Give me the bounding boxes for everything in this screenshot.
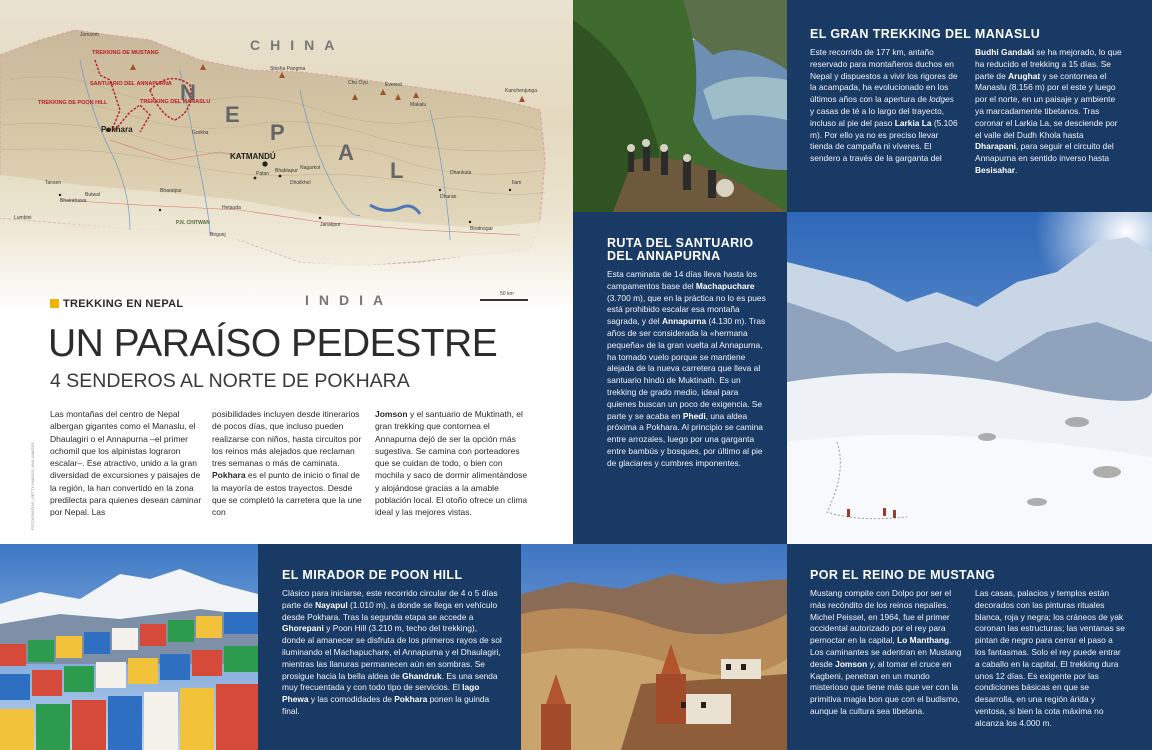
mustang-text: Mustang compite con Dolpo por ser el más recóndito de los reinos nepalíes. Michel Peissel, en 1964, fue el primer occidental autorizado por el rey para pernoctar en la capital, (810, 588, 952, 646)
heading-mustang: POR EL REINO DE MUSTANG (810, 568, 996, 582)
map-place: Patan (256, 171, 270, 177)
manaslu-column-2 (975, 47, 1125, 177)
annapurna-bold: Annapurna (661, 316, 707, 327)
mustang-text: y, al tomar el cruce en Kagbeni, penetran en un mundo misterioso que tiene más que ver con la primitiva magia bon que con el budismo, aunque la cultura sea tibetana. (810, 658, 960, 716)
map-place: Tansen (45, 180, 62, 186)
intro-bold: Pokhara (212, 470, 246, 481)
mustang-column-1 (810, 588, 963, 718)
annapurna-text: (3.700 m), que en la práctica no lo es pues está prohibido escalar esa montaña sagrada, y del (607, 292, 766, 327)
intro-column-2 (212, 408, 367, 519)
photo-credit: FOTOGRAFÍAS: GETTY IMAGES, AWL IMAGES (30, 442, 35, 530)
poonhill-text: y las comodidades de (308, 694, 395, 705)
map-place: Butwal (85, 192, 101, 198)
map-place: Biratnagar (470, 226, 494, 232)
manaslu-text: se ha mejorado, lo que ha reducido el trekking a 15 días. Se parte de (975, 47, 1122, 81)
heading-manaslu: EL GRAN TREKKING DEL MANASLU (810, 27, 1041, 41)
map-place: Hetauda (222, 205, 241, 211)
manaslu-bold: Dharapani (975, 141, 1016, 152)
map-label-nepal-p: P (270, 120, 285, 145)
map-place: Nagarkot (300, 165, 321, 171)
map-place: Birgunj (210, 232, 226, 238)
poonhill-text: y Poon Hill (3.210 m, techo del trekking), donde al amanecer se disfruta de los primeros rayos de sol iluminando el Machapuchare, el Annapurna y el Dhaulagiri, mientras las llanuras permanecen aún en sombras. Se prosigue hacia la bella aldea de (282, 623, 502, 681)
map-route-mustang: TREKKING DE MUSTANG (92, 50, 159, 56)
map-route-manaslu: TREKKING DEL MANASLU (140, 99, 211, 105)
manaslu-bold: Larkia La (894, 117, 932, 128)
panel-annapurna (573, 212, 787, 544)
map-place: Shisha Pangma (270, 66, 306, 72)
manaslu-text: y se contornea el Manaslu (8.156 m) por el este y luego por el norte, en un paisaje y ambiente ya marcadamente tibetanos. Tras coronar el Larkia La, se desciende por el valle del Dudh Khola hasta (975, 70, 1118, 140)
map-route-poon-hill: TREKKING DE POON HILL (38, 100, 108, 106)
poonhill-bold: Ghandruk (402, 670, 442, 681)
map-label-nepal-a: A (338, 140, 354, 165)
poonhill-bold: Nayapul (315, 599, 348, 610)
map-place: Lumbini (14, 215, 32, 221)
poon-hill-body (282, 588, 502, 718)
manaslu-text: Este recorrido de 177 km, antaño reservado para montañeros duchos en Nepal y dispuestos a vivir los rigores de la acampada, ha evolucionado en los últimos años con la apertura de (810, 47, 958, 105)
manaslu-text: y casas de té a lo largo del trayecto, incluso al pie del paso (810, 105, 945, 128)
map-label-india: INDIA (305, 292, 394, 308)
annapurna-text: , una aldea próxima a Pokhara. Al principio se camina entre arrozales, luego por una garganta entre bambús y bosques, por último al pie de glaciares y cumbres imponentes. (607, 410, 763, 468)
page-title: UN PARAÍSO PEDESTRE (48, 322, 498, 365)
intro-bold: Jomson (375, 409, 408, 419)
map-place: Dhankuta (450, 170, 472, 176)
poonhill-bold: lago Phewa (282, 682, 480, 705)
map-place: Bhairahawa (60, 198, 87, 204)
photo-manaslu-trekkers (573, 0, 787, 212)
kicker-square-icon (50, 299, 59, 308)
map-place: Dharan (440, 194, 457, 200)
manaslu-text: . (1015, 164, 1018, 175)
heading-poon-hill: EL MIRADOR DE POON HILL (282, 568, 463, 582)
annapurna-text: Esta caminata de 14 días lleva hasta los campamentos base del (607, 269, 757, 291)
map-place: Makalu (410, 102, 427, 108)
section-kicker (50, 298, 183, 310)
mustang-bold: Lo Manthang (897, 635, 950, 646)
annapurna-bold: Phedi (682, 410, 706, 421)
panel-poon-hill (258, 544, 521, 750)
page-subtitle: 4 SENDEROS AL NORTE DE POKHARA (50, 370, 410, 392)
manaslu-bold: Besisahar (975, 164, 1016, 175)
intro-text: Las montañas del centro de Nepal albergan gigantes como el Manaslu, el Dhaulagiri o el Annapurna –el primer ochomil que los alpinistas lograron escalar–. Ese atractivo, unido a la gran diversidad de excursiones y paisajes de la región, la han convertido en la zona predilecta para quienes desean caminar por Nepal. Las (50, 409, 202, 518)
poonhill-text: . Es una senda muy frecuentada y con todo tipo de servicios. El (282, 670, 498, 693)
map-label-nepal-l: L (390, 158, 404, 183)
photo-poon-hill-flags (0, 544, 258, 750)
manaslu-column-1 (810, 47, 960, 165)
annapurna-text: (4.130 m). Tras años de ser considerada la «hermana pequeña» de la gran vuelta al Annapurna, ha tomado vuelo porque se mantiene alejada de la nueva carretera que lleva al santuario hindú de Muktinath. Es un trekking de grado medio, ideal para quienes buscan un poco de exigencia. Se parte y se acaba en (607, 316, 766, 421)
map-place: Bhaktapur (275, 168, 298, 174)
intro-text: es el punto de inicio o final de la mayoría de estos trayectos. Desde que se completó la carretera que la une con (212, 470, 362, 518)
map-label-capital: KATMANDÚ (230, 152, 276, 161)
mustang-text: Las casas, palacios y templos están decorados con las pinturas rituales blanca, roja y negra; los cráneos de yak coronan las estructuras; las ventanas se pintan de negro para cerrar el paso a los fantasmas. Solo el rey puede entrar a caballo en la capital. El trekking dura unos 12 días. Es exigente por las condiciones básicas en que se desarrolla, en una región árida y ventosa, si bien la cota máxima no alcanza los 4.000 m. (975, 588, 1125, 728)
map-place: Ilam (512, 180, 522, 186)
manaslu-bold: Budhi Gandaki (975, 47, 1035, 57)
kicker-text: TREKKING EN NEPAL (63, 298, 184, 310)
photo-annapurna-snow (787, 212, 1152, 544)
map-label-nepal-e: E (225, 102, 240, 127)
photo-mustang-village (521, 544, 787, 750)
intro-column-1 (50, 408, 205, 519)
intro-text: y el santuario de Muktinath, el gran trekking que contornea el Annapurna dejó de ser la opción más sugestiva. Se camina con porteadores que se cuidan de todo, o bien con mochila y saco de dormir alimentándose y alojándose gracias a la amable población local. El otoño ofrece un clima ideal y las mejores vistas. (375, 409, 528, 518)
map-label-china: CHINA (250, 37, 345, 53)
poonhill-bold: Pokhara (394, 694, 428, 705)
map-label-park: P.N. CHITWAN (176, 220, 210, 226)
manaslu-italic: lodges (929, 94, 954, 105)
map-place: Everest (385, 82, 402, 88)
mustang-bold: Jomson (835, 658, 868, 669)
map-label-pokhara: Pokhara (101, 125, 133, 134)
poonhill-text: (1.010 m), a donde se llega en vehículo desde Pokhara. Tras la segunda etapa se accede a (282, 599, 498, 622)
heading-annapurna-line-1: RUTA DEL SANTUARIO (607, 236, 754, 250)
map-place: Cho Oyu (348, 80, 368, 86)
map-place: Bharatpur (160, 188, 182, 194)
heading-annapurna (607, 237, 754, 263)
manaslu-bold: Arughat (1008, 70, 1041, 81)
map-place: Jomsom (80, 32, 99, 38)
panel-mustang (787, 544, 1152, 750)
mustang-text: . Los caminantes se adentran en Mustang desde (810, 635, 962, 669)
map-place: Janakpur (320, 222, 341, 228)
panel-manaslu (787, 0, 1152, 212)
manaslu-text: (5.106 m). Por ello ya no es preciso llevar tienda de campaña ni víveres. El sendero a través de la garganta del (810, 117, 958, 164)
poonhill-text: ponen la guinda final. (282, 694, 490, 716)
manaslu-text: , para seguir el circuito del Annapurna en sentido inverso hasta (975, 141, 1114, 164)
map-place: Dhulikhel (290, 180, 311, 186)
heading-annapurna-line-2: DEL ANNAPURNA (607, 249, 721, 263)
map-scale-label: 50 km (500, 291, 514, 297)
map-place: Gorkha (192, 130, 209, 136)
intro-text: posibilidades incluyen desde itinerarios de pocos días, que incluso pueden realizarse con niños, hasta circuitos por los reinos más alejados que reclaman tres semanas o más de caminata. (212, 409, 362, 469)
map-label-nepal-n: N (180, 80, 196, 105)
nepal-map (0, 0, 573, 312)
poonhill-bold: Ghorepani (282, 623, 324, 634)
annapurna-bold: Machapuchare (695, 280, 755, 291)
map-route-annapurna: SANTUARIO DEL ANNAPURNA (90, 81, 172, 87)
poonhill-text: Clásico para iniciarse, este recorrido circular de 4 o 5 días parte de (282, 588, 498, 610)
intro-column-3 (375, 408, 530, 519)
mustang-column-2 (975, 588, 1125, 730)
annapurna-body (607, 269, 767, 470)
map-place: Kanchenjunga (505, 88, 537, 94)
